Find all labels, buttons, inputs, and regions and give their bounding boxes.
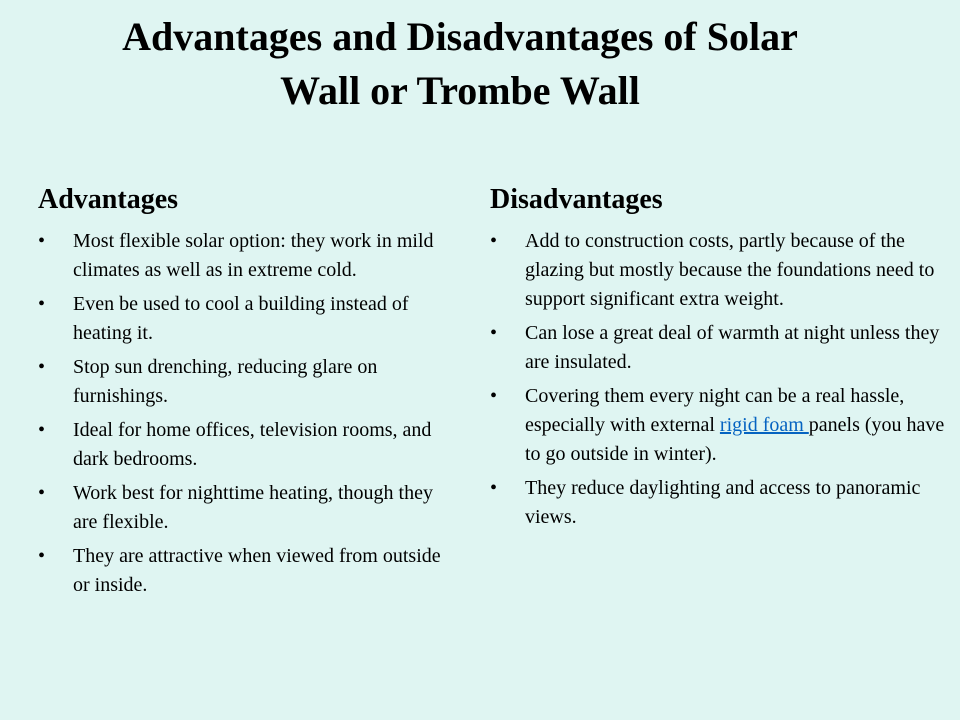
bullet-icon: • <box>38 356 46 378</box>
list-item <box>38 290 448 348</box>
list-item-text: Most flexible solar option: they work in mild climates as well as in extreme cold. <box>73 230 434 281</box>
bullet-icon: • <box>38 419 46 441</box>
list-item-text: Add to construction costs, partly because of the glazing but mostly because the foundations need to support significant extra weight. <box>525 230 935 310</box>
slide-title <box>0 10 920 118</box>
slide-title-line-1: Advantages and Disadvantages of Solar <box>122 14 798 59</box>
advantages-column <box>38 182 448 605</box>
list-item <box>490 227 954 314</box>
list-item <box>490 474 954 532</box>
bullet-icon: • <box>38 482 46 504</box>
bullet-icon: • <box>38 293 46 315</box>
advantages-list <box>38 227 448 600</box>
list-item <box>38 353 448 411</box>
disadvantages-list <box>490 227 954 532</box>
list-item-text: Can lose a great deal of warmth at night unless they are insulated. <box>525 322 940 373</box>
list-item-text: Even be used to cool a building instead of heating it. <box>73 293 409 344</box>
bullet-icon: • <box>490 322 498 344</box>
bullet-icon: • <box>38 545 46 567</box>
covering-text-before: Covering them every night can be a real hassle, especially with external <box>525 385 905 436</box>
bullet-icon: • <box>490 230 498 252</box>
covering-text-after: panels (you have to go outside in winter). <box>525 414 945 465</box>
bullet-icon: • <box>38 230 46 252</box>
rigid-foam-link[interactable]: rigid foam <box>719 414 809 436</box>
bullet-icon: • <box>490 385 498 407</box>
disadvantages-heading: Disadvantages <box>490 184 663 215</box>
list-item-text: They reduce daylighting and access to panoramic views. <box>525 477 921 528</box>
list-item-text: Ideal for home offices, television rooms, and dark bedrooms. <box>73 419 432 470</box>
list-item <box>490 382 954 469</box>
slide-title-line-2: Wall or Trombe Wall <box>280 68 640 113</box>
bullet-icon: • <box>490 477 498 499</box>
list-item <box>38 479 448 537</box>
list-item <box>490 319 954 377</box>
advantages-heading: Advantages <box>38 184 179 215</box>
disadvantages-column <box>490 182 954 537</box>
list-item-text: Work best for nighttime heating, though they are flexible. <box>73 482 433 533</box>
list-item-text: They are attractive when viewed from outside or inside. <box>73 545 441 596</box>
list-item-text: Stop sun drenching, reducing glare on furnishings. <box>73 356 378 407</box>
list-item <box>38 227 448 285</box>
list-item <box>38 416 448 474</box>
list-item <box>38 542 448 600</box>
